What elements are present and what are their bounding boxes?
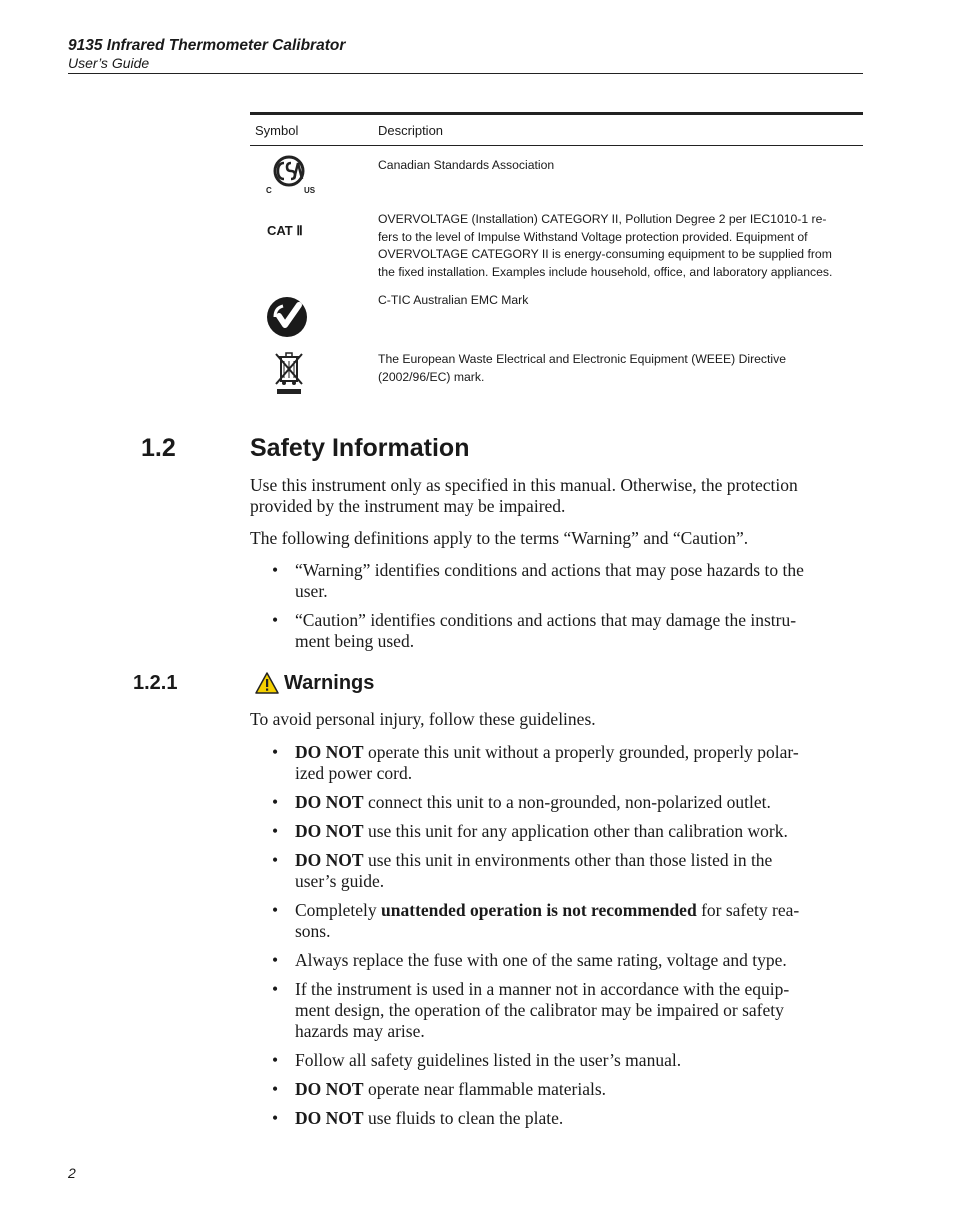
list-item <box>272 1079 842 1100</box>
emphasis: DO NOT <box>295 1108 364 1128</box>
bullet: • <box>272 850 279 870</box>
warnings-intro: To avoid personal injury, follow these guidelines. <box>250 709 596 729</box>
safety-intro-paragraph <box>250 475 860 517</box>
list-item <box>272 850 842 892</box>
subsection-title: Warnings <box>284 672 375 694</box>
list-item-line: hazards may arise. <box>295 1021 425 1041</box>
document-subtitle: User’s Guide <box>68 55 150 71</box>
description-line: OVERVOLTAGE (Installation) CATEGORY II, Pollution Degree 2 per IEC1010-1 re- <box>378 212 827 226</box>
list-item <box>272 742 842 784</box>
emphasis: DO NOT <box>295 792 364 812</box>
list-item-line <box>295 742 842 763</box>
emphasis: DO NOT <box>295 1079 364 1099</box>
list-item <box>272 979 842 1042</box>
list-item <box>272 900 842 942</box>
list-item-text: use this unit for any application other than calibration work. <box>363 821 788 841</box>
csa-c-label: C <box>266 186 272 195</box>
list-item-text: connect this unit to a non-grounded, non-polarized outlet. <box>363 792 771 812</box>
bullet: • <box>272 979 279 999</box>
table-row <box>250 351 863 400</box>
definitions-list <box>272 560 842 652</box>
emphasis: DO NOT <box>295 742 364 762</box>
paragraph-line: Use this instrument only as specified in this manual. Otherwise, the protection <box>250 475 798 495</box>
symbol-cell <box>250 351 378 400</box>
cat-ii-description <box>378 211 863 281</box>
bullet: • <box>272 900 279 920</box>
list-item-line <box>295 792 842 813</box>
list-item-line <box>295 900 842 921</box>
emphasis: DO NOT <box>295 850 364 870</box>
list-item-line: user’s guide. <box>295 871 385 891</box>
bullet: • <box>272 1108 279 1128</box>
list-item-line: user. <box>295 581 328 601</box>
weee-description <box>378 351 863 400</box>
description-line: (2002/96/EC) mark. <box>378 369 485 384</box>
list-item-line: “Warning” identifies conditions and actions that may pose hazards to the <box>295 560 804 580</box>
csa-us-label: US <box>304 186 316 195</box>
symbol-cell <box>250 211 378 281</box>
section-number: 1.2 <box>141 434 176 462</box>
bullet: • <box>272 821 279 841</box>
c-tick-icon <box>266 294 310 338</box>
list-item-text: use fluids to clean the plate. <box>363 1108 564 1128</box>
cat-ii-icon: CAT Ⅱ <box>267 223 303 238</box>
bullet: • <box>272 1079 279 1099</box>
bullet: • <box>272 560 279 580</box>
list-item <box>272 560 842 602</box>
page-number: 2 <box>68 1165 76 1181</box>
warning-triangle-icon <box>255 672 279 694</box>
paragraph-line: provided by the instrument may be impaired. <box>250 496 566 516</box>
list-item <box>272 821 842 842</box>
list-item-line <box>295 821 842 842</box>
list-item-line: Always replace the fuse with one of the same rating, voltage and type. <box>295 950 787 970</box>
list-item-line <box>295 1108 842 1129</box>
list-item <box>272 792 842 813</box>
subsection-number: 1.2.1 <box>133 672 178 694</box>
description-line: The European Waste Electrical and Electronic Equipment (WEEE) Directive <box>378 352 786 366</box>
list-item-text: for safety rea- <box>696 900 800 920</box>
table-row <box>250 157 863 198</box>
table-header-row <box>250 115 863 146</box>
list-item <box>272 950 842 971</box>
list-item-line: ment being used. <box>295 631 415 651</box>
list-item-line: If the instrument is used in a manner not in accordance with the equip- <box>295 979 790 999</box>
list-item <box>272 1108 842 1129</box>
document-title: 9135 Infrared Thermometer Calibrator <box>68 37 346 54</box>
list-item-line <box>295 1079 842 1100</box>
warnings-list <box>272 742 842 1129</box>
symbols-table <box>250 112 863 384</box>
list-item <box>272 610 842 652</box>
definitions-paragraph: The following definitions apply to the terms “Warning” and “Caution”. <box>250 528 749 548</box>
running-header <box>68 37 863 74</box>
description-line: fers to the level of Impulse Withstand Voltage protection provided. Equipment of <box>378 229 808 244</box>
list-item-line: Follow all safety guidelines listed in the user’s manual. <box>295 1050 682 1070</box>
list-item-line: “Caution” identifies conditions and actions that may damage the instru- <box>295 610 797 630</box>
list-item-text: use this unit in environments other than those listed in the <box>363 850 773 870</box>
bullet: • <box>272 950 279 970</box>
column-header-description: Description <box>378 122 444 138</box>
list-item-text: operate near flammable materials. <box>363 1079 607 1099</box>
c-tick-description: C-TIC Australian EMC Mark <box>378 293 529 307</box>
column-header-symbol: Symbol <box>255 122 299 138</box>
table-row <box>250 211 863 281</box>
list-item-text: Completely <box>295 900 382 920</box>
weee-bin-icon <box>274 351 304 397</box>
list-item-line: sons. <box>295 921 331 941</box>
csa-logo-icon <box>264 153 324 195</box>
bullet: • <box>272 742 279 762</box>
emphasis: unattended operation is not recommended <box>381 900 697 920</box>
bullet: • <box>272 792 279 812</box>
list-item <box>272 1050 842 1071</box>
list-item-line: ized power cord. <box>295 763 413 783</box>
emphasis: DO NOT <box>295 821 364 841</box>
section-title: Safety Information <box>250 434 470 462</box>
table-row <box>250 292 863 341</box>
description-line: OVERVOLTAGE CATEGORY II is energy-consuming equipment to be supplied from <box>378 247 832 261</box>
bullet: • <box>272 610 279 630</box>
symbol-cell <box>250 292 378 341</box>
list-item-line <box>295 850 842 871</box>
bullet: • <box>272 1050 279 1070</box>
symbol-cell <box>250 157 378 198</box>
list-item-line: ment design, the operation of the calibrator may be impaired or safety <box>295 1000 784 1020</box>
description-line: the fixed installation. Examples include household, office, and laboratory appliances. <box>378 264 833 279</box>
list-item-text: operate this unit without a properly grounded, properly polar- <box>363 742 799 762</box>
csa-description: Canadian Standards Association <box>378 158 555 172</box>
